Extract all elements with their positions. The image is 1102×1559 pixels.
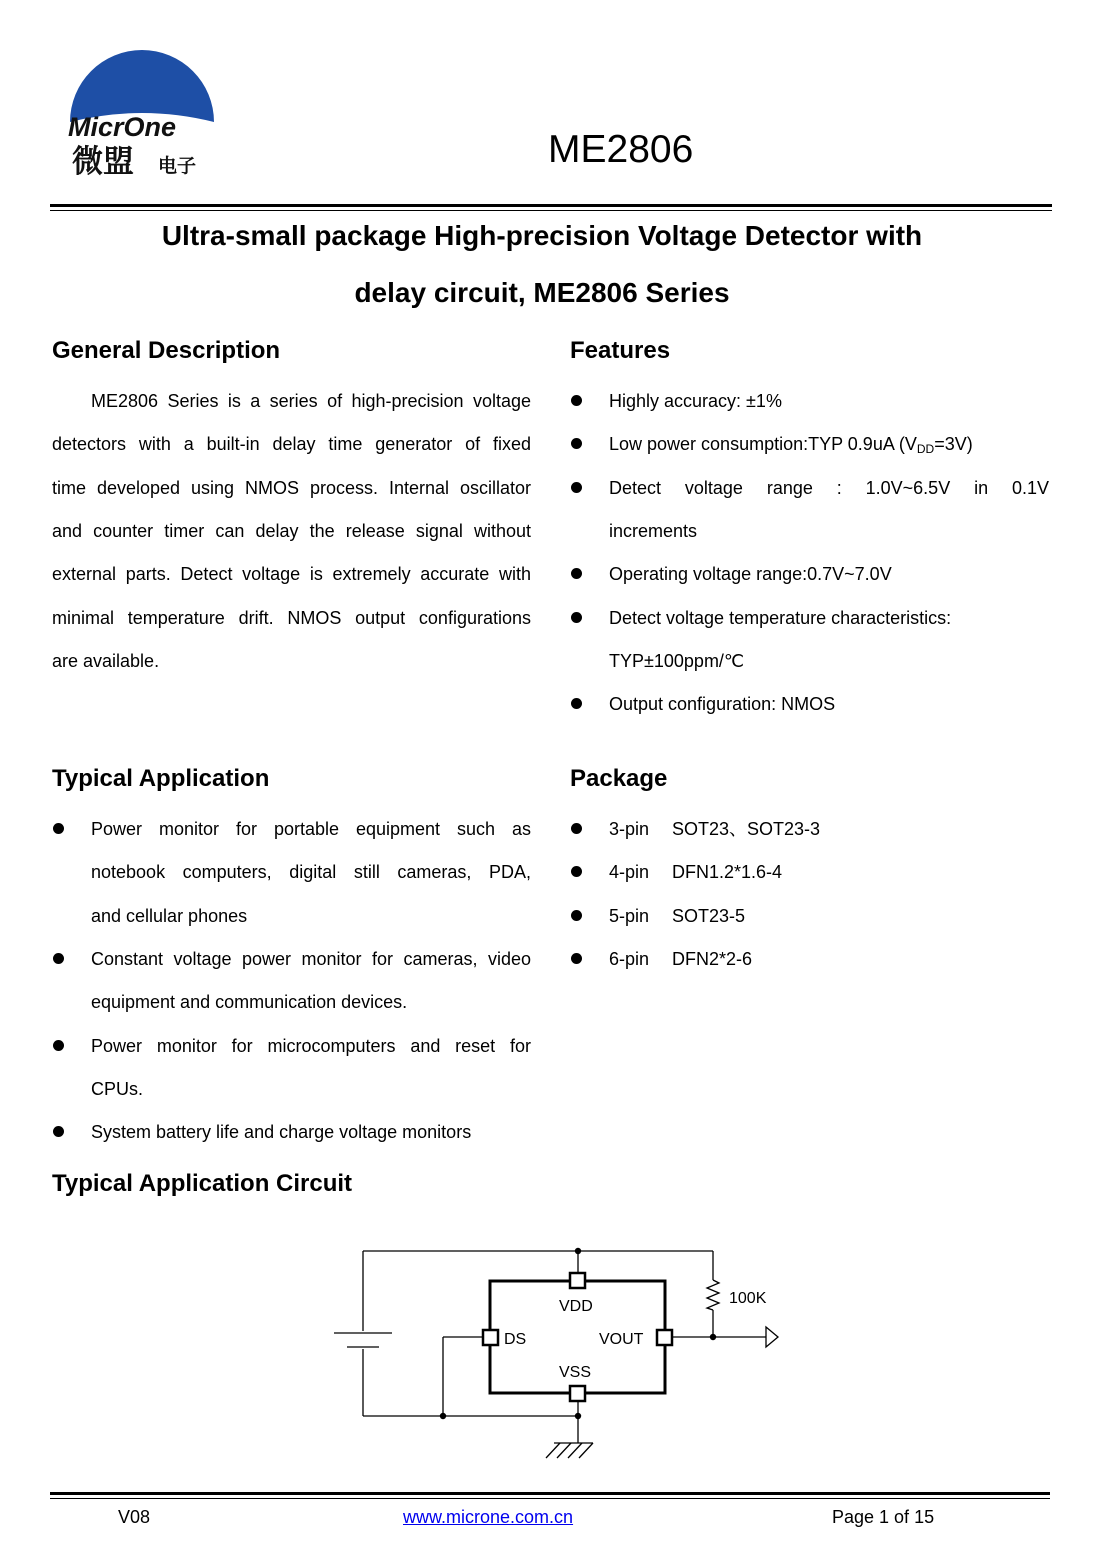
footer-page-number: Page 1 of 15 bbox=[832, 1507, 935, 1527]
bullet-icon bbox=[571, 953, 582, 964]
bullet-icon bbox=[53, 1126, 64, 1137]
application-item: Power monitor for portable equipment such as bbox=[91, 819, 531, 839]
general-description-heading: General Description bbox=[52, 337, 281, 364]
svg-text:微盟: 微盟 bbox=[72, 144, 134, 180]
application-item: Constant voltage power monitor for cameras, video bbox=[91, 949, 531, 969]
typical-application-heading: Typical Application bbox=[52, 765, 270, 792]
description-line: detectors with a built-in delay time generator of fixed bbox=[52, 434, 531, 454]
feature-item-continuation: increments bbox=[609, 521, 698, 541]
features-heading: Features bbox=[570, 337, 671, 364]
resistor-label: 100K bbox=[729, 1290, 767, 1307]
package-pins: 3-pin bbox=[609, 819, 650, 839]
bullet-icon bbox=[571, 910, 582, 921]
vdd-pin-label: VDD bbox=[559, 1298, 593, 1315]
feature-item-continuation: TYP±100ppm/℃ bbox=[609, 651, 745, 671]
package-pins: 5-pin bbox=[609, 906, 650, 926]
application-item: Power monitor for microcomputers and reset for bbox=[91, 1036, 531, 1056]
bullet-icon bbox=[571, 438, 582, 449]
ds-pin-label: DS bbox=[504, 1331, 527, 1348]
feature-item: Detect voltage range : 1.0V~6.5V in 0.1V bbox=[609, 478, 1049, 498]
package-pins: 6-pin bbox=[609, 949, 650, 969]
application-circuit-diagram bbox=[330, 1240, 800, 1465]
circuit-heading: Typical Application Circuit bbox=[52, 1170, 353, 1197]
bullet-icon bbox=[571, 866, 582, 877]
bullet-icon bbox=[571, 568, 582, 579]
vout-pin-label: VOUT bbox=[599, 1331, 644, 1348]
application-item: System battery life and charge voltage monitors bbox=[91, 1122, 472, 1142]
feature-item: Operating voltage range:0.7V~7.0V bbox=[609, 564, 892, 584]
feature-item: Detect voltage temperature characteristics: bbox=[609, 608, 952, 628]
microne-logo bbox=[62, 44, 222, 184]
vss-pin-label: VSS bbox=[559, 1364, 592, 1381]
package-name: SOT23-5 bbox=[672, 906, 746, 926]
package-name: DFN2*2-6 bbox=[672, 949, 753, 969]
svg-text:电子: 电子 bbox=[158, 155, 197, 177]
bullet-icon bbox=[571, 612, 582, 623]
description-line: minimal temperature drift. NMOS output configurations bbox=[52, 608, 531, 628]
feature-item: Low power consumption:TYP 0.9uA $(V_{DD}=3V)$ bbox=[609, 434, 973, 456]
bullet-icon bbox=[571, 395, 582, 406]
bullet-icon bbox=[571, 823, 582, 834]
footer-rule-thin bbox=[50, 1498, 1050, 1499]
description-line: and counter timer can delay the release signal without bbox=[52, 521, 531, 541]
document-title: ME2806 bbox=[548, 128, 694, 171]
footer-website-link[interactable]: www.microne.com.cn bbox=[403, 1507, 574, 1527]
description-line: time developed using NMOS process. Internal oscillator bbox=[52, 478, 531, 498]
package-heading: Package bbox=[570, 765, 668, 792]
svg-text:MicrOne: MicrOne bbox=[68, 112, 177, 142]
description-line: external parts. Detect voltage is extremely accurate with bbox=[52, 564, 531, 584]
feature-item: Output configuration: NMOS bbox=[609, 694, 836, 714]
package-pins: 4-pin bbox=[609, 862, 650, 882]
description-line: are available. bbox=[52, 651, 160, 671]
page-title-line-2: delay circuit, ME2806 Series bbox=[354, 277, 730, 308]
header-rule-thin bbox=[50, 210, 1052, 211]
bullet-icon bbox=[53, 953, 64, 964]
bullet-icon bbox=[571, 698, 582, 709]
bullet-icon bbox=[571, 482, 582, 493]
footer-rule-thick bbox=[50, 1492, 1050, 1495]
description-line: ME2806 Series is a series of high-precision voltage bbox=[91, 391, 531, 411]
package-name: DFN1.2*1.6-4 bbox=[672, 862, 783, 882]
bullet-icon bbox=[53, 823, 64, 834]
header-rule-thick bbox=[50, 204, 1052, 207]
package-name: SOT23、SOT23-3 bbox=[672, 819, 821, 839]
application-item-continuation: notebook computers, digital still cameras, PDA, bbox=[91, 862, 531, 882]
application-item-continuation: equipment and communication devices. bbox=[91, 992, 408, 1012]
footer-version: V08 bbox=[118, 1507, 151, 1527]
feature-item: Highly accuracy: ±1% bbox=[609, 391, 782, 411]
application-item-continuation: CPUs. bbox=[91, 1079, 144, 1099]
bullet-icon bbox=[53, 1040, 64, 1051]
application-item-continuation: and cellular phones bbox=[91, 906, 248, 926]
page-title-line-1: Ultra-small package High-precision Voltage Detector with bbox=[161, 220, 923, 251]
